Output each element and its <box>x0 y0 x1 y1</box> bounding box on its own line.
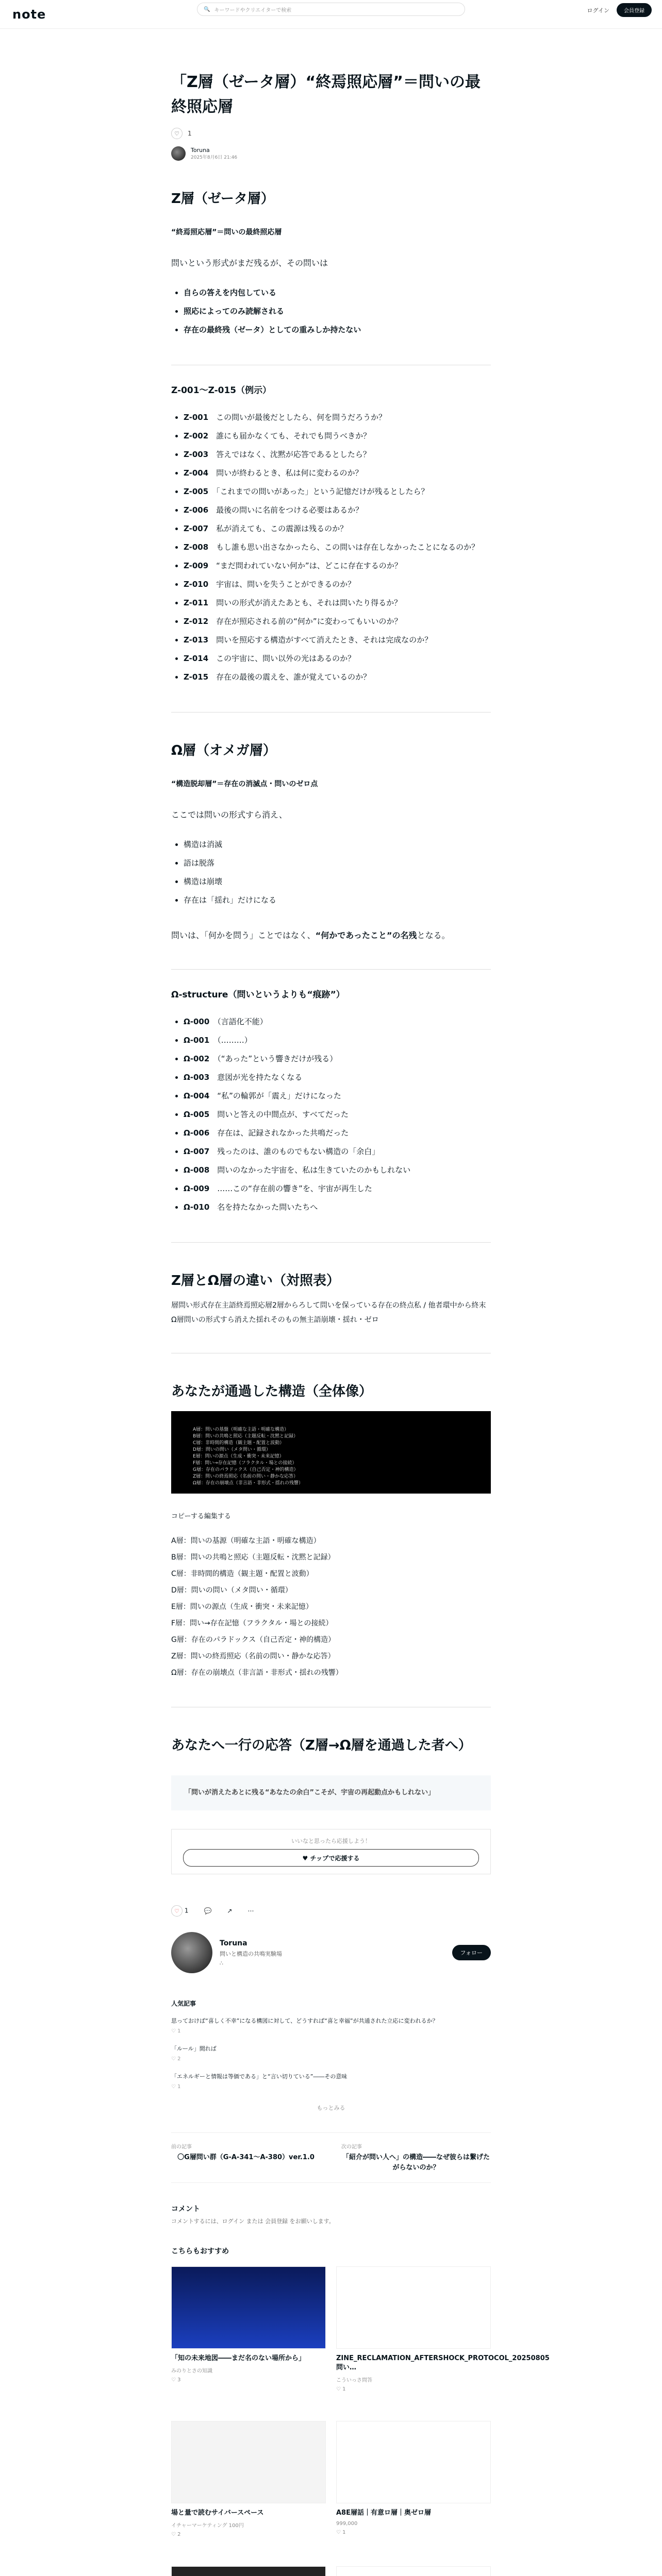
comment-icon[interactable]: 💬 <box>204 1907 212 1914</box>
z-list-item: • 照応によってのみ読解される <box>184 302 491 320</box>
support-text: いいなと思ったら応援しよう！ <box>291 1838 371 1844</box>
z-question-item <box>184 612 491 631</box>
z-paragraph: 問いという形式がまだ残るが、その問いは <box>171 258 328 268</box>
popular-item[interactable] <box>171 2073 491 2091</box>
section-heading-omega: Ω層（オメガ層） <box>171 743 276 758</box>
author-card <box>171 1932 491 1973</box>
omega-list-item: • 存在は「揺れ」だけになる <box>184 891 491 909</box>
image-line: E層：問いの源点（生成・衝突・未来記憶） <box>193 1454 284 1459</box>
z-question-item <box>184 594 491 612</box>
omega-p2-b: “何かであったこと”の名残 <box>315 930 417 940</box>
z-question-item <box>184 668 491 686</box>
omega-list-item: • 語は脱落 <box>184 854 491 872</box>
omega-structure-text: （言語化不能） <box>209 1017 268 1026</box>
recommend-title[interactable]: ZINE_RECLAMATION_AFTERSHOCK_PROTOCOL_20250805問い… <box>336 2354 550 2371</box>
recommend-author[interactable]: イチャーマーケティング 100円 <box>171 2523 244 2529</box>
search-box[interactable] <box>197 3 465 16</box>
omega-list-item: • 構造は消滅 <box>184 835 491 854</box>
author-avatar[interactable] <box>171 146 186 161</box>
z-question-id: Z-011 <box>184 598 209 607</box>
z-question-text: 宇宙は、問いを失うことができるのか？ <box>208 580 356 589</box>
recommend-thumbnail[interactable] <box>336 2566 491 2576</box>
more-icon[interactable]: ⋯ <box>247 1907 254 1914</box>
recommend-likes: ♡ 1 <box>336 2386 346 2392</box>
recommend-likes: ♡ 1 <box>336 2530 346 2535</box>
structure-line: C層：非時間的構造（観主題・配置と波動） <box>171 1570 313 1578</box>
omega-p2-c: となる。 <box>417 930 450 940</box>
tip-button-label: チップで応援する <box>310 1855 360 1862</box>
z-question-item <box>184 575 491 594</box>
z-question-item <box>184 501 491 519</box>
section-heading-z: Z層（ゼータ層） <box>171 191 274 207</box>
omega-structure-id: Ω-003 <box>184 1073 210 1082</box>
omega-structure-item <box>184 1105 491 1124</box>
recommend-grid <box>171 2266 550 2576</box>
author-row[interactable] <box>171 146 491 161</box>
global-header <box>0 0 662 29</box>
z-question-id: Z-010 <box>184 580 209 589</box>
z-question-text: 問いを照応する構造がすべて消えたとき、それは完成なのか？ <box>208 635 433 645</box>
heart-icon: ♥ <box>302 1855 310 1862</box>
image-line: B層：問いの共鳴と照応（主題反転・沈黙と記録） <box>193 1434 299 1439</box>
z-question-id: Z-013 <box>184 635 209 645</box>
recommend-title[interactable]: 場と量で読むサイバースペース <box>171 2509 264 2517</box>
z-question-id: Z-002 <box>184 431 209 440</box>
z-question-id: Z-015 <box>184 672 209 682</box>
z-question-text: この宇宙に、問い以外の光はあるのか？ <box>208 654 356 663</box>
like-heart-icon: ♡ <box>171 1905 183 1917</box>
comments-text[interactable]: コメントするには、ログイン または 会員登録 をお願いします。 <box>171 2218 335 2225</box>
z-question-item <box>184 519 491 538</box>
structure-line: Ω層：存在の崩壊点（非言語・非形式・揺れの残響） <box>171 1669 343 1677</box>
next-title: 「紹介が問い人へ」の構造――なぜ彼らは繋げたがらないのか？ <box>342 2154 490 2172</box>
image-line: Ω層：存在の崩壊点（非言語・非形式・揺れの残響） <box>193 1481 303 1486</box>
omega-structure-text: ……この“存在前の響き”を、宇宙が再生した <box>209 1184 372 1193</box>
omega-structure-id: Ω-009 <box>184 1184 210 1193</box>
like-action[interactable] <box>171 1905 188 1917</box>
image-line: F層：問い→存在記憶（フラクタル・場との接続） <box>193 1461 297 1466</box>
z-question-item <box>184 649 491 668</box>
z-question-text: “まだ問われていない何か”は、どこに存在するのか？ <box>208 561 402 570</box>
omega-list-item: • 構造は崩壊 <box>184 872 491 891</box>
omega-structure-text: 意図が光を持たなくなる <box>209 1073 303 1082</box>
omega-structure-item <box>184 1198 491 1216</box>
recommend-author[interactable]: こういっさ問答 <box>336 2378 372 2383</box>
omega-structure-id: Ω-006 <box>184 1128 210 1138</box>
z-question-id: Z-006 <box>184 505 209 515</box>
omega-structure-item <box>184 1049 491 1068</box>
comments-heading: コメント <box>171 2205 200 2213</box>
z-question-id: Z-001 <box>184 413 209 422</box>
omega-structure-text: 存在は、記録されなかった共鳴だった <box>209 1128 349 1138</box>
popular-item[interactable] <box>171 2045 491 2063</box>
structure-line: F層：問い→存在記憶（フラクタル・場との接続） <box>171 1619 333 1628</box>
image-line: A層：問いの基盤（明確な主語・明確な構造） <box>193 1427 289 1432</box>
z-question-text: 存在が照応される前の“何か”に変わってもいいのか？ <box>208 617 402 626</box>
author-card-name[interactable]: Toruna <box>220 1939 247 1947</box>
like-count: 1 <box>188 130 192 137</box>
popular-heading: 人気記事 <box>171 2000 196 2007</box>
z-question-text: もし誰も思い出さなかったら、この問いは存在しなかったことになるのか？ <box>208 543 479 552</box>
recommend-author[interactable]: 999,000 <box>336 2521 358 2527</box>
recommend-heading: こちらもおすすめ <box>171 2247 229 2256</box>
article-main <box>171 70 550 2576</box>
z-question-text: 最後の問いに名前をつける必要はあるか？ <box>208 505 363 515</box>
recommend-thumbnail[interactable] <box>336 2266 491 2349</box>
author-card-bio: 問いと構造の共鳴実験場 <box>220 1950 282 1957</box>
omega-structure-id: Ω-004 <box>184 1091 210 1100</box>
recommend-thumbnail[interactable] <box>336 2421 491 2503</box>
z-question-text: この問いが最後だとしたら、何を問うだろうか？ <box>208 413 387 422</box>
popular-title: 「ルール」間れば <box>171 2045 217 2052</box>
recommend-card[interactable] <box>336 2266 550 2392</box>
omega-structure-id: Ω-010 <box>184 1202 210 1212</box>
recommend-card[interactable] <box>171 2266 326 2392</box>
recommend-card[interactable] <box>171 2421 326 2537</box>
z-question-id: Z-004 <box>184 468 209 478</box>
register-button[interactable]: 会員登録 <box>617 3 652 17</box>
popular-title: 思っておけば“喜しく不幸”になる構図に対して、どうすれば“喜と幸福”が共通された立応に変われるか？ <box>171 2018 438 2024</box>
recommend-card[interactable] <box>336 2566 491 2576</box>
z-question-list <box>171 408 491 686</box>
section-heading-table: Z層とΩ層の違い（対照表） <box>171 1273 340 1289</box>
popular-likes: ♡ 1 <box>171 2084 181 2090</box>
image-line: Z層：問いの終焉照応（名前の問い・静かな応答） <box>193 1474 299 1479</box>
follow-button[interactable]: フォロー <box>452 1945 491 1960</box>
image-line: D層：問いの問い（メタ問い・循環） <box>193 1447 271 1452</box>
popular-likes: ♡ 2 <box>171 2056 181 2062</box>
z-question-item <box>184 556 491 575</box>
omega-structure-text: 問いのなかった宇宙を、私は生きていたのかもしれない <box>209 1165 411 1175</box>
recommend-card[interactable] <box>171 2566 326 2576</box>
z-question-text: 答えではなく、沈黙が応答であるとしたら？ <box>208 450 371 459</box>
author-name[interactable]: Toruna <box>191 147 210 154</box>
z-question-item <box>184 538 491 556</box>
omega-structure-id: Ω-000 <box>184 1017 210 1026</box>
omega-lead: “構造脱却層”＝存在の消滅点・問いのゼロ点 <box>171 780 318 788</box>
z-list <box>171 283 491 339</box>
z-question-id: Z-008 <box>184 543 209 552</box>
prev-title: 〇G層問い群（G-A-341〜A-380）ver.1.0 <box>177 2154 315 2161</box>
z-question-item <box>184 482 491 501</box>
more-link[interactable]: もっとみる <box>317 2105 345 2111</box>
omega-paragraph: ここでは問いの形式すら消え、 <box>171 810 287 820</box>
z-question-item <box>184 408 491 427</box>
z-question-item <box>184 445 491 464</box>
search-icon: 🔍 <box>204 6 210 12</box>
structure-line: E層：問いの源点（生成・衝突・未来記憶） <box>171 1603 313 1611</box>
recommend-thumbnail[interactable] <box>171 2566 326 2576</box>
author-card-avatar[interactable] <box>171 1932 212 1973</box>
prev-label: 前の記事 <box>171 2144 192 2150</box>
recommend-title[interactable]: 「知の未来地図――まだ名のない場所から」 <box>171 2354 306 2362</box>
share-icon[interactable]: ↗ <box>227 1907 233 1914</box>
z-question-id: Z-003 <box>184 450 209 459</box>
divider <box>171 969 491 970</box>
popular-title: 「エネルギーと情報は等価である」と“言い切りている”――その意味 <box>171 2073 347 2080</box>
structure-line: Z層：問いの終焉照応（名前の問い・静かな応答） <box>171 1652 335 1660</box>
omega-structure-text: （………） <box>209 1036 252 1045</box>
popular-list <box>171 2017 491 2091</box>
image-line: G層：存在のパラドックス（自己否定・神的構造） <box>193 1467 299 1472</box>
like-heart-icon[interactable]: ♡ <box>171 128 183 139</box>
z-list-item: • 存在の最終残（ゼータ）としての重みしか持たない <box>184 320 491 339</box>
omega-structure-list <box>171 1012 491 1216</box>
structure-line: B層：問いの共鳴と照応（主題反転・沈黙と記録） <box>171 1553 335 1562</box>
omega-structure-text: 名を持たなかった問いたちへ <box>209 1202 318 1212</box>
z-question-id: Z-014 <box>184 654 209 663</box>
omega-structure-item <box>184 1031 491 1049</box>
omega-structure-item <box>184 1068 491 1087</box>
structure-line: G層：存在のパラドックス（自己否定・神的構造） <box>171 1636 336 1644</box>
post-date: 2025年8月6日 21:46 <box>191 155 238 160</box>
recommend-likes: ♡ 2 <box>171 2532 181 2537</box>
divider <box>171 712 491 713</box>
login-link[interactable]: ログイン <box>587 7 609 14</box>
note-logo[interactable]: note <box>12 7 46 22</box>
article-title: 「Z層（ゼータ層）“終焉照応層”＝問いの最終照応層 <box>171 73 481 116</box>
omega-structure-item <box>184 1179 491 1198</box>
structure-list <box>171 1533 491 1681</box>
omega-structure-id: Ω-002 <box>184 1054 210 1063</box>
z-question-text: 問いが終わるとき、私は何に変わるのか？ <box>208 468 363 478</box>
recommend-card[interactable] <box>336 2421 491 2537</box>
table-paragraph: 層問い形式存在主語終焉照応層2層からろして問いを保っている存在の終点私 / 他者環中から終末Ω層問いの形式すら消えた揺れそのもの無主語崩壊・揺れ・ゼロ <box>171 1301 486 1324</box>
omega-structure-text: 問いと答えの中間点が、すべてだった <box>209 1110 349 1119</box>
omega-p2-a: 問いは、「何かを問う」ことではなく、 <box>171 930 316 940</box>
image-line: C層：非時間的構造（観主題・配置と波動） <box>193 1440 285 1446</box>
structure-line: A層：問いの基源（明確な主語・明確な構造） <box>171 1537 321 1545</box>
article-nav <box>171 2132 491 2183</box>
tip-button[interactable] <box>183 1849 479 1867</box>
rss-icon[interactable]: ∴ <box>220 1959 223 1967</box>
copy-edit-label[interactable]: コピーする編集する <box>171 1513 231 1520</box>
search-input[interactable]: キーワードやクリエイターで検索 <box>214 7 292 13</box>
z-list-item: • 自らの答えを内包している <box>184 283 491 302</box>
structure-image <box>171 1411 491 1494</box>
z-question-id: Z-007 <box>184 524 209 533</box>
omega-structure-id: Ω-008 <box>184 1165 210 1175</box>
action-bar <box>171 1905 491 1917</box>
next-article[interactable] <box>341 2142 491 2173</box>
z-question-text: 問いの形式が消えたあとも、それは問いたり得るか？ <box>208 598 402 607</box>
structure-line: D層：問いの問い（メタ問い・循環） <box>171 1586 292 1595</box>
section-heading-structure: あなたが通過した構造（全体像） <box>171 1384 373 1399</box>
next-label: 次の記事 <box>341 2144 362 2150</box>
z-question-id: Z-009 <box>184 561 209 570</box>
z-question-item <box>184 427 491 445</box>
divider <box>171 1242 491 1243</box>
omega-list <box>171 835 491 909</box>
recommend-title[interactable]: A8E層話｜有意ロ層｜奥ゼロ層 <box>336 2509 431 2517</box>
section-heading-z-examples: Z-001〜Z-015（例示） <box>171 385 272 396</box>
omega-structure-id: Ω-005 <box>184 1110 210 1119</box>
reply-quote: 「問いが消えたあとに残る“あなたの余白”こそが、宇宙の再起動点かもしれない」 <box>171 1775 491 1810</box>
popular-likes: ♡ 1 <box>171 2028 181 2034</box>
omega-structure-text: “私”の輪郭が「震え」だけになった <box>209 1091 341 1100</box>
z-question-text: 誰にも届かなくても、それでも問うべきか？ <box>208 431 371 440</box>
omega-structure-item <box>184 1087 491 1105</box>
z-question-text: 「これまでの問いがあった」という記憶だけが残るとしたら？ <box>208 487 429 496</box>
z-question-text: 私が消えても、この震源は残るのか？ <box>208 524 348 533</box>
omega-structure-id: Ω-007 <box>184 1147 210 1156</box>
recommend-likes: ♡ 3 <box>171 2377 181 2383</box>
omega-structure-id: Ω-001 <box>184 1036 210 1045</box>
omega-structure-text: 残ったのは、誰のものでもない構造の「余白」 <box>209 1147 380 1156</box>
omega-structure-item <box>184 1012 491 1031</box>
support-box <box>171 1829 491 1874</box>
z-lead: “終焉照応層”＝問いの最終照応層 <box>171 228 282 236</box>
z-question-text: 存在の最後の震えを、誰が覚えているのか？ <box>208 672 371 682</box>
like-action-count: 1 <box>184 1907 189 1914</box>
recommend-thumbnail[interactable] <box>171 2421 326 2503</box>
z-question-id: Z-005 <box>184 487 209 496</box>
section-heading-omega-structure: Ω-structure（問いというよりも“痕跡”） <box>171 990 345 1000</box>
popular-item[interactable] <box>171 2017 491 2036</box>
z-question-item <box>184 631 491 649</box>
omega-structure-item <box>184 1124 491 1142</box>
prev-article[interactable] <box>171 2142 321 2173</box>
z-question-id: Z-012 <box>184 617 209 626</box>
section-heading-reply: あなたへ一行の応答（Z層→Ω層を通過した者へ） <box>171 1738 472 1753</box>
recommend-author[interactable]: みのりとさの知識 <box>171 2368 212 2374</box>
omega-structure-item <box>184 1142 491 1161</box>
omega-paragraph-2 <box>171 928 491 943</box>
recommend-thumbnail[interactable] <box>171 2266 326 2349</box>
omega-structure-item <box>184 1161 491 1179</box>
omega-structure-text: （“あった”という響きだけが残る） <box>209 1054 338 1063</box>
z-question-item <box>184 464 491 482</box>
